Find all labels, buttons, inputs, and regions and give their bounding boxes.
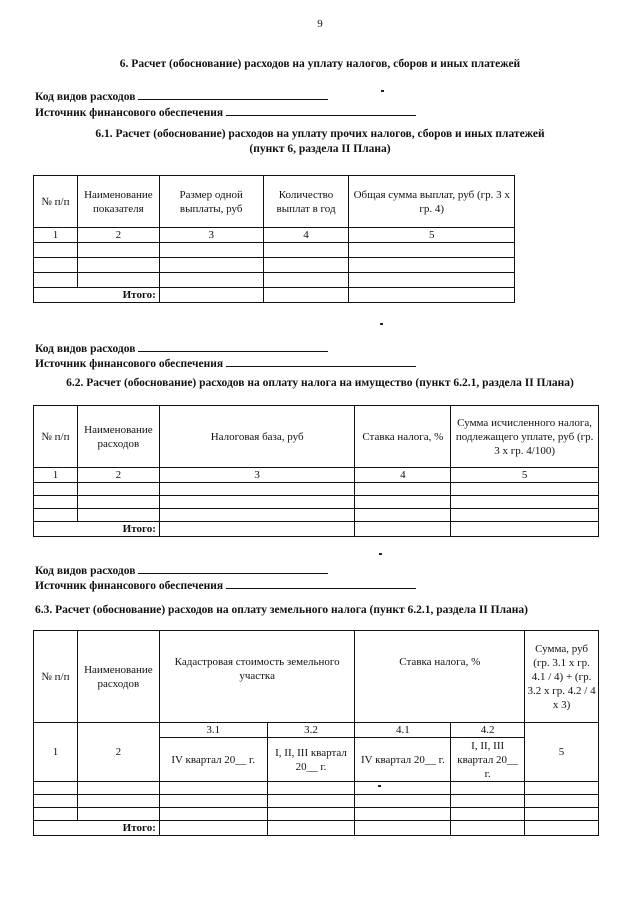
- section-6-code-line: [35, 88, 328, 105]
- section-6-2-title: 6.2. Расчет (обоснование) расходов на оплату налога на имущество (пункт 6.2.1, раздела II Плана): [66, 377, 574, 389]
- header-row: [34, 406, 599, 468]
- sub-3-1: 3.1: [159, 723, 267, 738]
- code-fill-line[interactable]: [138, 88, 328, 100]
- table-row[interactable]: [34, 483, 599, 496]
- header-num: № п/п: [34, 631, 78, 723]
- code-fill-line[interactable]: [138, 562, 328, 574]
- header-num: № п/п: [34, 176, 78, 228]
- table-row[interactable]: [34, 243, 515, 258]
- total-row: [34, 522, 599, 537]
- table-6-3: [33, 630, 599, 836]
- sub-4-2: 4.2: [451, 723, 525, 738]
- col-num-1: 1: [34, 723, 78, 782]
- source-label: Источник финансового обеспечения: [35, 580, 224, 592]
- table-6-1: [33, 175, 515, 303]
- code-label: Код видов расходов: [35, 565, 136, 577]
- header-num: № п/п: [34, 406, 78, 468]
- col-num-5: 5: [349, 228, 515, 243]
- col-num-4: 4: [355, 468, 451, 483]
- header-row: [34, 176, 515, 228]
- table-row[interactable]: [34, 273, 515, 288]
- header-name: Наименование расходов: [77, 631, 159, 723]
- col-num-3: 3: [159, 228, 263, 243]
- code-label: Код видов расходов: [35, 343, 136, 355]
- col-num-2: 2: [77, 723, 159, 782]
- section-6-3-source-line: [35, 577, 416, 594]
- page-number: 9: [317, 18, 323, 30]
- header-payment-count: Количество выплат в год: [263, 176, 349, 228]
- code-fill-line[interactable]: [138, 340, 328, 352]
- col-num-1: 1: [34, 228, 78, 243]
- header-tax-sum: Сумма исчисленного налога, подлежащего уплате, руб (гр. 3 х гр. 4/100): [451, 406, 599, 468]
- header-payment-size: Размер одной выплаты, руб: [159, 176, 263, 228]
- table-row[interactable]: [34, 509, 599, 522]
- header-total-sum: Общая сумма выплат, руб (гр. 3 х гр. 4): [349, 176, 515, 228]
- header-tax-rate: Ставка налога, %: [355, 406, 451, 468]
- section-6-3-title: 6.3. Расчет (обоснование) расходов на оплату земельного налога (пункт 6.2.1, раздела II Плана): [35, 604, 529, 616]
- header-name: Наименование показателя: [77, 176, 159, 228]
- scan-speck: [378, 785, 381, 787]
- header-name: Наименование расходов: [77, 406, 159, 468]
- header-row: [34, 631, 599, 723]
- table-row[interactable]: [34, 258, 515, 273]
- source-fill-line[interactable]: [226, 577, 416, 589]
- section-6-1-title: 6.1. Расчет (обоснование) расходов на уплату прочих налогов, сборов и иных платежей: [95, 128, 545, 140]
- scan-speck: [380, 323, 383, 325]
- quarter-4-1: IV квартал 20__ г.: [355, 738, 451, 782]
- source-label: Источник финансового обеспечения: [35, 358, 224, 370]
- sub-4-1: 4.1: [355, 723, 451, 738]
- sub-3-2: 3.2: [267, 723, 355, 738]
- quarter-3-1: IV квартал 20__ г.: [159, 738, 267, 782]
- col-num-2: 2: [77, 468, 159, 483]
- quarter-4-2: I, II, III квартал 20__ г.: [451, 738, 525, 782]
- section-6-title: 6. Расчет (обоснование) расходов на уплату налогов, сборов и иных платежей: [119, 58, 521, 70]
- quarter-3-2: I, II, III квартал 20__ г.: [267, 738, 355, 782]
- section-6-2-source-line: [35, 355, 416, 372]
- section-6-1-subtitle: (пункт 6, раздела II Плана): [249, 143, 391, 155]
- total-label: Итого:: [34, 522, 160, 537]
- table-row[interactable]: [34, 808, 599, 821]
- column-number-row: [34, 228, 515, 243]
- scan-speck: [381, 90, 384, 92]
- header-cadastral-value: Кадастровая стоимость земельного участка: [159, 631, 355, 723]
- scan-speck: [379, 553, 382, 555]
- header-tax-base: Налоговая база, руб: [159, 406, 355, 468]
- total-label: Итого:: [34, 288, 160, 303]
- total-row: [34, 288, 515, 303]
- column-number-row: [34, 468, 599, 483]
- col-num-1: 1: [34, 468, 78, 483]
- sub-number-row: [34, 723, 599, 738]
- table-row[interactable]: [34, 782, 599, 795]
- total-row: [34, 821, 599, 836]
- total-label: Итого:: [34, 821, 160, 836]
- col-num-3: 3: [159, 468, 355, 483]
- col-num-2: 2: [77, 228, 159, 243]
- col-num-5: 5: [451, 468, 599, 483]
- header-tax-rate: Ставка налога, %: [355, 631, 525, 723]
- code-label: Код видов расходов: [35, 91, 136, 103]
- table-row[interactable]: [34, 496, 599, 509]
- table-6-2: [33, 405, 599, 537]
- source-label: Источник финансового обеспечения: [35, 107, 224, 119]
- source-fill-line[interactable]: [226, 355, 416, 367]
- section-6-source-line: [35, 104, 416, 121]
- header-sum: Сумма, руб (гр. 3.1 х гр. 4.1 / 4) + (гр. 3.2 х гр. 4.2 / 4 х 3): [525, 631, 599, 723]
- table-row[interactable]: [34, 795, 599, 808]
- col-num-4: 4: [263, 228, 349, 243]
- col-num-5: 5: [525, 723, 599, 782]
- source-fill-line[interactable]: [226, 104, 416, 116]
